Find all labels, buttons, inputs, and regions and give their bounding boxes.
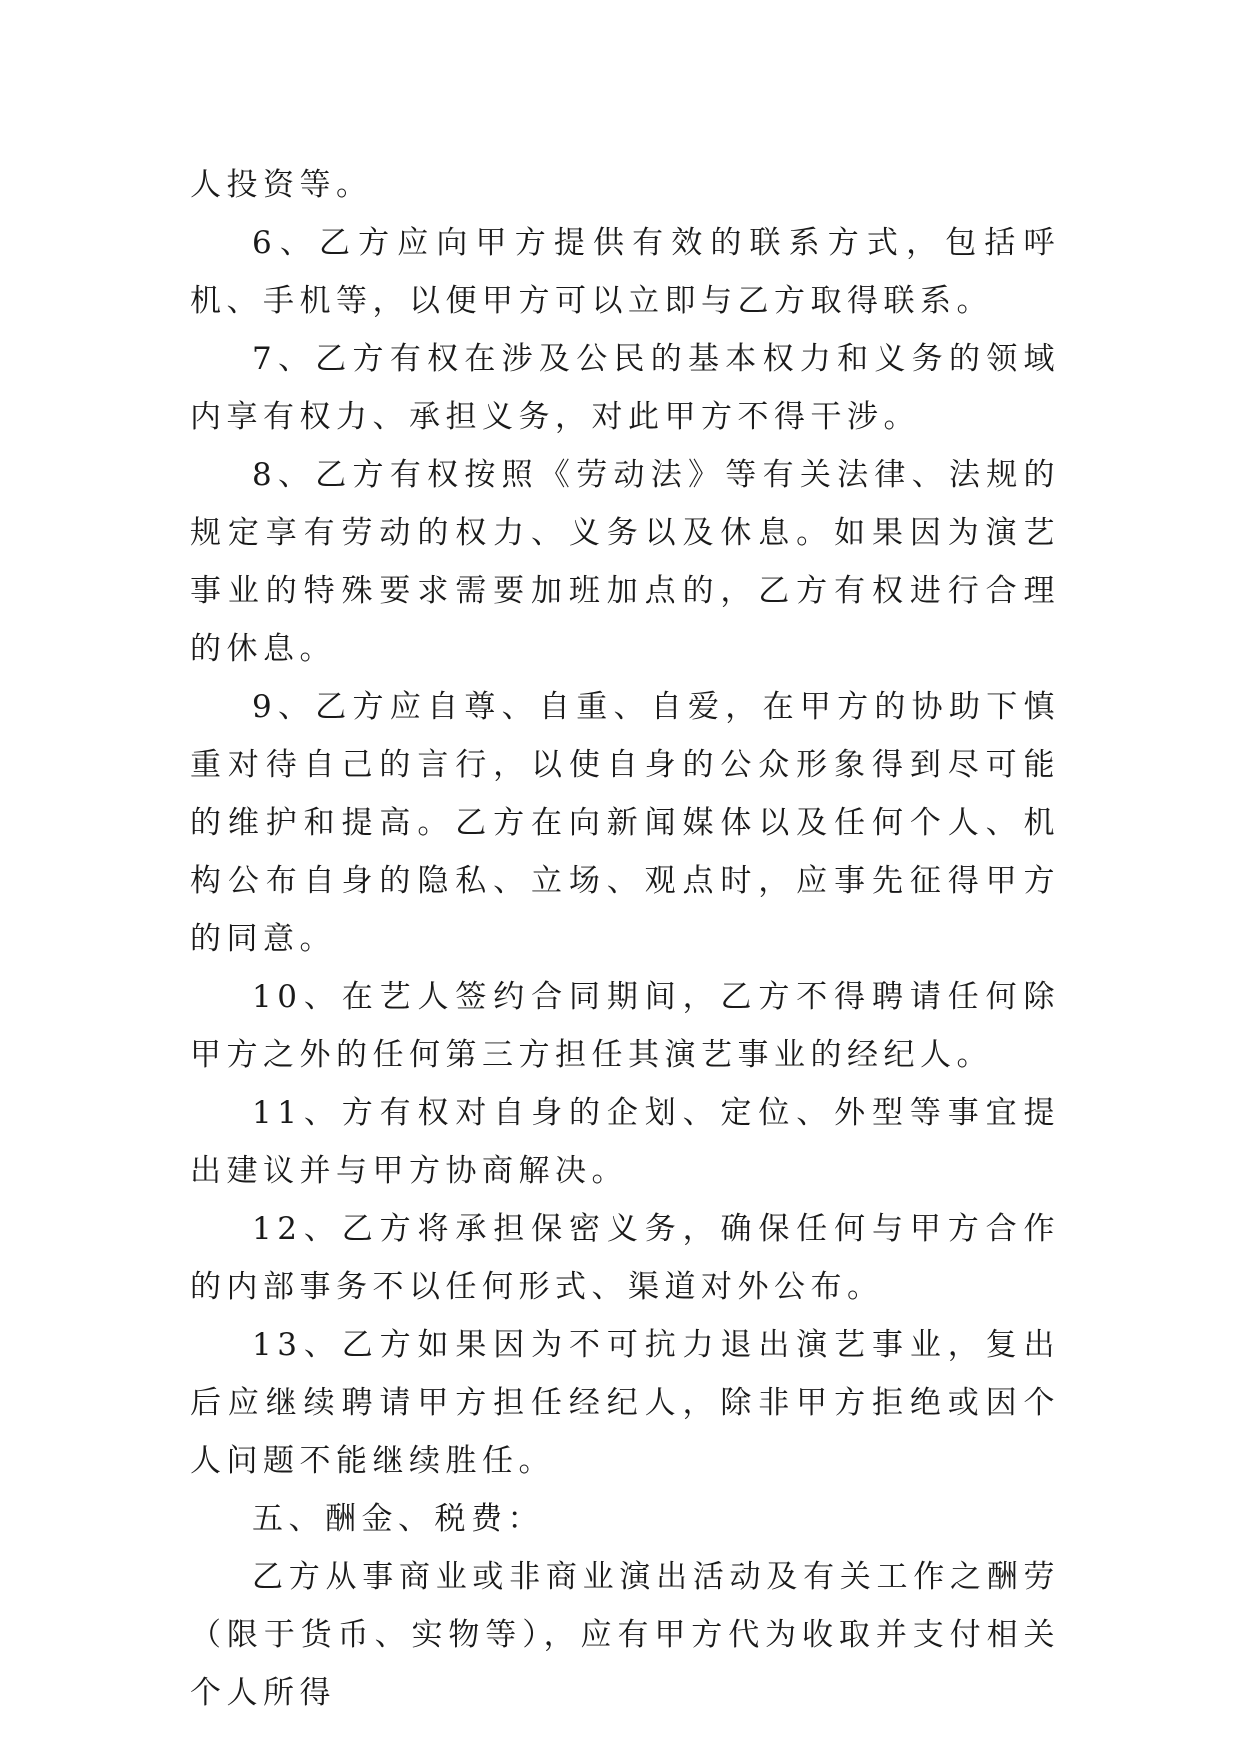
paragraph-clause-11: 11、方有权对自身的企划、定位、外型等事宜提出建议并与甲方协商解决。 bbox=[190, 1095, 1060, 1189]
section-heading-remuneration: 五、酬金、税费： bbox=[252, 1501, 544, 1537]
paragraph-clause-10: 10、在艺人签约合同期间，乙方不得聘请任何除甲方之外的任何第三方担任其演艺事业的经纪人。 bbox=[190, 979, 1060, 1073]
paragraph-continuation: 人投资等。 bbox=[190, 167, 373, 203]
paragraph-clause-6: 6、乙方应向甲方提供有效的联系方式，包括呼机、手机等，以便甲方可以立即与乙方取得联系。 bbox=[190, 225, 1060, 319]
paragraph-clause-13: 13、乙方如果因为不可抗力退出演艺事业，复出后应继续聘请甲方担任经纪人，除非甲方拒绝或因个人问题不能继续胜任。 bbox=[190, 1327, 1060, 1479]
paragraph-clause-8: 8、乙方有权按照《劳动法》等有关法律、法规的规定享有劳动的权力、义务以及休息。如果因为演艺事业的特殊要求需要加班加点的，乙方有权进行合理的休息。 bbox=[190, 457, 1060, 667]
paragraph-remuneration: 乙方从事商业或非商业演出活动及有关工作之酬劳（限于货币、实物等），应有甲方代为收取并支付相关个人所得 bbox=[190, 1559, 1060, 1711]
paragraph-clause-9: 9、乙方应自尊、自重、自爱，在甲方的协助下慎重对待自己的言行，以使自身的公众形象得到尽可能的维护和提高。乙方在向新闻媒体以及任何个人、机构公布自身的隐私、立场、观点时，应事先征得甲方的同意。 bbox=[190, 689, 1060, 957]
document-body bbox=[190, 156, 1060, 1722]
paragraph-clause-12: 12、乙方将承担保密义务，确保任何与甲方合作的内部事务不以任何形式、渠道对外公布。 bbox=[190, 1211, 1060, 1305]
paragraph-clause-7: 7、乙方有权在涉及公民的基本权力和义务的领域内享有权力、承担义务，对此甲方不得干涉。 bbox=[190, 341, 1060, 435]
